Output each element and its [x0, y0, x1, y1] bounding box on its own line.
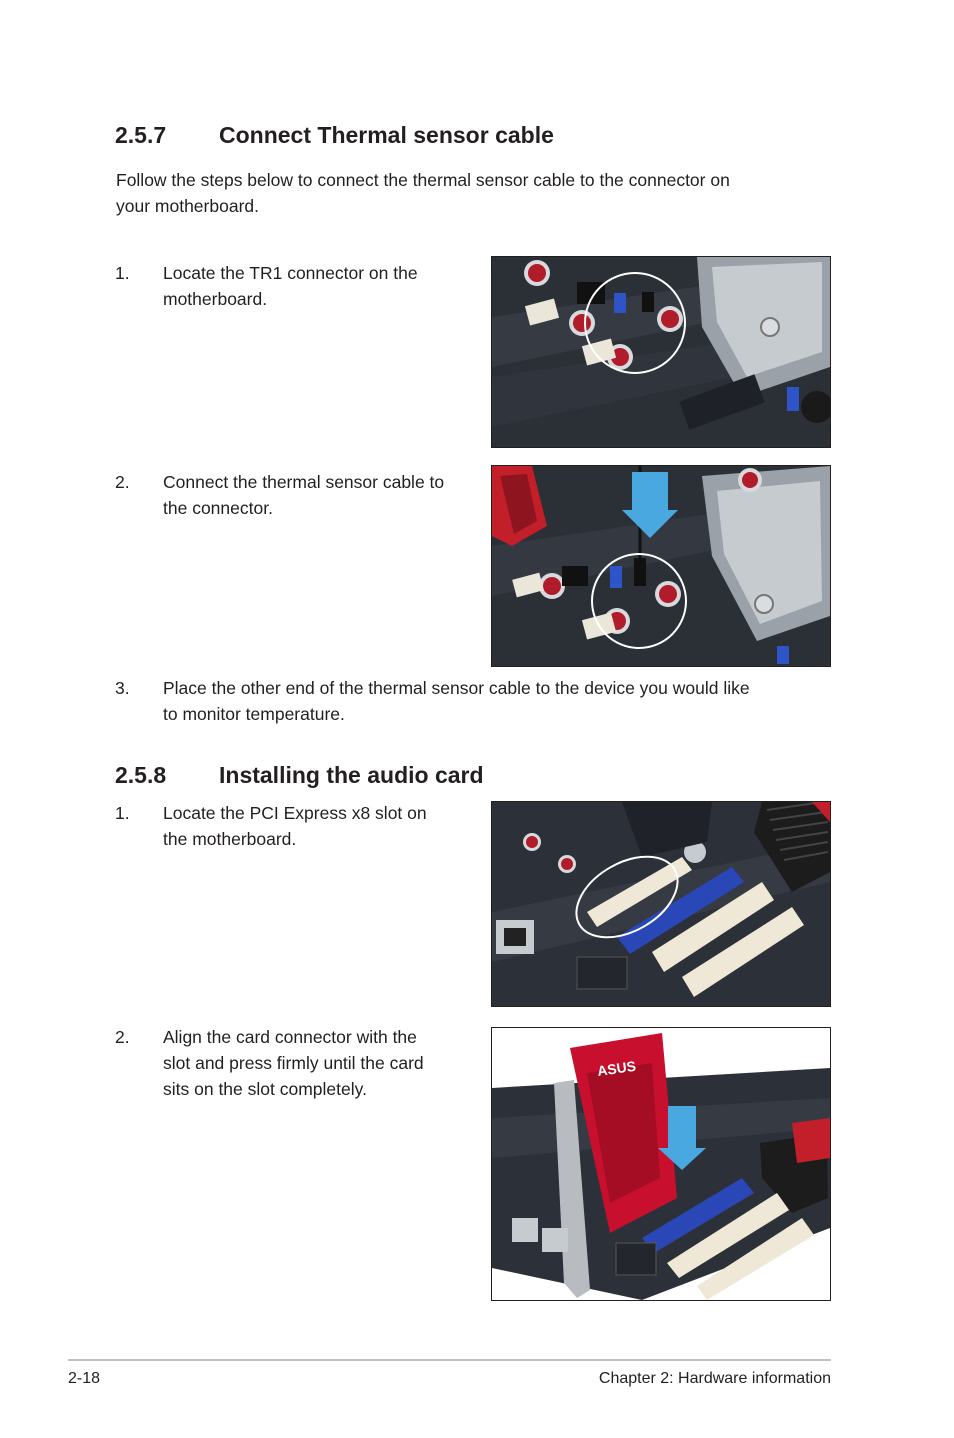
photo-tr1-connector	[491, 256, 831, 448]
step-connect-cable	[115, 469, 444, 521]
step-line: Place the other end of the thermal sensor cable to the device you would like	[163, 678, 750, 698]
step-line: slot and press firmly until the card	[163, 1053, 424, 1073]
page-number: 2-18	[68, 1370, 101, 1387]
step-locate-pcie-slot	[115, 800, 427, 852]
step-number: 2.	[115, 472, 130, 492]
step-text	[163, 800, 427, 852]
step-align-card	[115, 1024, 424, 1102]
step-number: 3.	[115, 678, 130, 698]
section-heading-2-5-7	[115, 122, 554, 149]
motherboard-photo-3	[492, 802, 830, 1006]
motherboard-photo-4	[492, 1028, 830, 1300]
section-title: Connect Thermal sensor cable	[219, 122, 554, 148]
section-number: 2.5.7	[115, 122, 167, 148]
step-line: the connector.	[163, 498, 273, 518]
asus-logo: ASUS	[596, 1057, 637, 1079]
photo-connect-cable	[491, 465, 831, 667]
step-line: Locate the PCI Express x8 slot on	[163, 803, 427, 823]
step-number: 2.	[115, 1027, 130, 1047]
intro-line: your motherboard.	[116, 196, 259, 216]
step-line: the motherboard.	[163, 829, 297, 849]
step-place-other-end	[115, 675, 750, 727]
section-title: Installing the audio card	[219, 762, 484, 788]
step-line: motherboard.	[163, 289, 268, 309]
step-text	[163, 1024, 424, 1102]
section-number: 2.5.8	[115, 762, 167, 788]
intro-paragraph	[116, 167, 730, 219]
step-line: to monitor temperature.	[163, 704, 345, 724]
step-line: sits on the slot completely.	[163, 1079, 367, 1099]
motherboard-photo-1	[492, 257, 830, 447]
step-line: Locate the TR1 connector on the	[163, 263, 418, 283]
step-number: 1.	[115, 803, 130, 823]
motherboard-photo-2	[492, 466, 830, 666]
photo-audio-card-install	[491, 1027, 831, 1301]
step-text	[163, 260, 418, 312]
step-text	[163, 469, 444, 521]
intro-line: Follow the steps below to connect the thermal sensor cable to the connector on	[116, 170, 730, 190]
step-line: Connect the thermal sensor cable to	[163, 472, 445, 492]
section-heading-2-5-8	[115, 762, 484, 789]
step-text	[163, 675, 750, 727]
step-line: Align the card connector with the	[163, 1027, 417, 1047]
step-number: 1.	[115, 263, 130, 283]
step-tr1-locate	[115, 260, 418, 312]
chapter-title: Chapter 2: Hardware information	[598, 1370, 831, 1387]
photo-pcie-slot	[491, 801, 831, 1007]
footer-rule	[68, 1359, 831, 1361]
